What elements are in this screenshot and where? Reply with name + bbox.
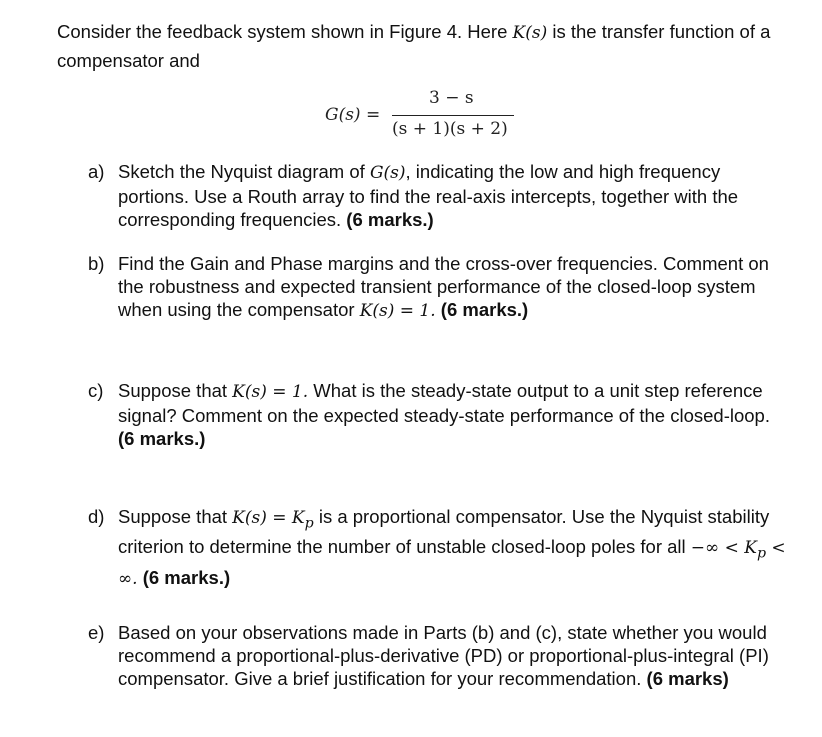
question-marks: (6 marks.)	[435, 299, 529, 320]
question-label: e)	[88, 622, 105, 643]
question-label: d)	[88, 506, 105, 527]
question-label: c)	[88, 380, 104, 401]
equation-lhs-symbol: G(s)	[325, 105, 361, 125]
question-d	[88, 505, 788, 591]
math-text: −∞ < K	[690, 538, 757, 559]
equation-denominator	[392, 119, 508, 139]
question-body	[118, 505, 788, 591]
intro-text-1: Consider the feedback system shown in Figure 4. Here	[57, 21, 513, 42]
compensator-symbol: K(s)	[512, 23, 548, 43]
math-subscript: p	[304, 515, 314, 532]
question-body	[118, 160, 788, 231]
equation-numerator	[429, 88, 474, 108]
question-marks: (6 marks.)	[137, 566, 231, 588]
equation-denominator-text: (s + 1)(s + 2)	[392, 119, 508, 139]
math-text: K(s) = K	[232, 508, 305, 528]
question-text: is a proportional compensator. Use the Nyquist stability criterion to determine the number of unstable closed-loop poles for all	[118, 506, 770, 558]
intro-text-2: is the transfer function of a compensator and	[57, 21, 771, 71]
question-math: K(s) = 1.	[359, 301, 436, 321]
fraction-bar	[392, 115, 514, 116]
equation-equals: =	[365, 105, 381, 125]
transfer-function-equation	[322, 86, 582, 146]
question-a	[88, 160, 788, 231]
math-text: < ∞.	[118, 538, 786, 589]
question-math	[232, 508, 314, 532]
question-e	[88, 621, 788, 690]
equation-numerator-text: 3 − s	[429, 88, 474, 108]
question-text: Suppose that	[118, 380, 233, 401]
question-math: K(s) = 1.	[232, 382, 309, 402]
question-text: Suppose that	[118, 506, 233, 527]
question-label: a)	[88, 161, 105, 182]
question-b	[88, 252, 788, 323]
question-math: G(s)	[369, 163, 406, 183]
question-text: Based on your observations made in Parts (b) and (c), state whether you would recommend a proportional-plus-derivative (PD) or proportional-plus-integral (PI) compensator. Give a brief justification for your recommendation.	[118, 622, 769, 689]
question-body	[118, 621, 788, 690]
question-marks: (6 marks.)	[341, 209, 434, 230]
question-c	[88, 379, 788, 450]
question-body	[118, 252, 788, 323]
question-body	[118, 379, 788, 450]
question-text: What is the steady-state output to a unit step reference signal? Comment on the expected steady-state performance of the closed-loop.	[118, 380, 770, 426]
equation-lhs	[325, 105, 380, 125]
math-subscript: p	[756, 545, 767, 562]
question-label: b)	[88, 253, 105, 274]
question-text: Find the Gain and Phase margins and the cross-over frequencies. Comment on the robustness and expected transient performance of the closed-loop system when using the compensator	[118, 253, 769, 320]
question-marks: (6 marks)	[641, 668, 729, 689]
question-text: , indicating the low and high frequency portions. Use a Routh array to find the real-axis intercepts, together with the corresponding frequencies.	[118, 161, 739, 230]
question-text: Sketch the Nyquist diagram of	[118, 161, 370, 182]
question-marks: (6 marks.)	[118, 428, 206, 449]
intro-paragraph	[57, 18, 777, 74]
